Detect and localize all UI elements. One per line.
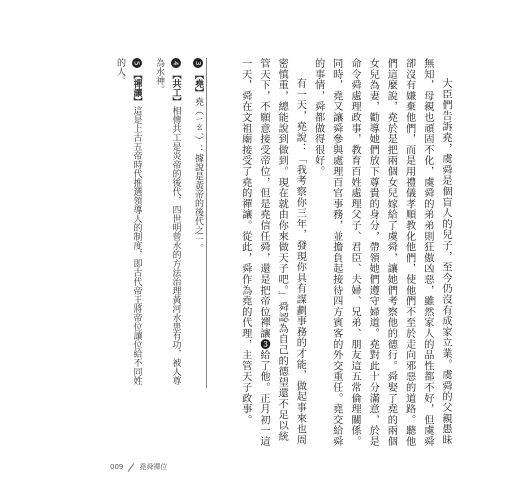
note-term: 【共工】 [170,70,181,106]
note-number-badge: 5 [132,58,142,68]
note-term: 【堯】 [193,70,203,97]
note-number-badge: 4 [171,58,181,68]
footer-slash-divider [128,463,135,472]
note-text: 這是上古五帝時代推選領導人的制度，即古代帝王將帝位讓位給不同姓的人。 [115,58,142,385]
section-title: 堯舜禪位 [139,463,168,471]
note-text: 堯（ㄧㄠˊ）：據說是黃帝的後代之一。 [193,97,203,253]
page-footer [110,462,167,472]
paragraph-2: 有一天，堯說：「我考察你三年，發現你具有謀劃事務的才能，做起事來也周密慎重，總能說到做到。現在就由你來做天子吧。」舜認為自己的德望還不足以統管天下，不願意接受帝位，但是堯信任舜，還是把帝位禪讓❸給了他。正月初一這一天，舜在文祖廟接受了堯的禪讓。從此，舜作為堯的代理，主管天子政事。 [239,58,306,447]
notes-divider [206,58,207,388]
note-4 [151,58,184,388]
page-number: 009 [110,463,124,471]
note-text: 相傳共工是炎帝的後代，四世明曾水的方法治理黃河水患有功，被人尊為水神。 [154,58,181,385]
notes-column [115,58,206,388]
note-3 [190,58,207,388]
note-5 [112,58,145,388]
note-number-badge: 3 [193,58,203,68]
note-term: 【禪讓】 [131,70,142,106]
main-text-column [232,58,454,450]
paragraph-1: 大臣們告訴堯，虞舜是個盲人的兒子，至今仍沒有成家立業。虞舜的父親愚昧無知，母親也頑固不化，虞舜的弟弟則狂傲凶惡，雖然家人的品性都不好，但虞舜卻沒有嫌棄他們，而是用禮儀孝順教化他們，使他們不至於走向邪惡的道路。聽他們這麼說，堯於是把兩個女兒嫁給了虞舜，讓她們考察他的德行。舜娶了堯的兩個女兒為妻，勸導她們放下尊貴的身分，帶領她們遵守婦道。堯對此十分滿意，於是命令舜處理政事，教育百姓處理父子、君臣、夫婦、兄弟、朋友這五常倫理關係。同時，堯又讓舜參與處理百官事務，並擔負起接待四方賓客的外交重任。堯交給舜的事情，舜都做得很好。 [312,58,451,447]
